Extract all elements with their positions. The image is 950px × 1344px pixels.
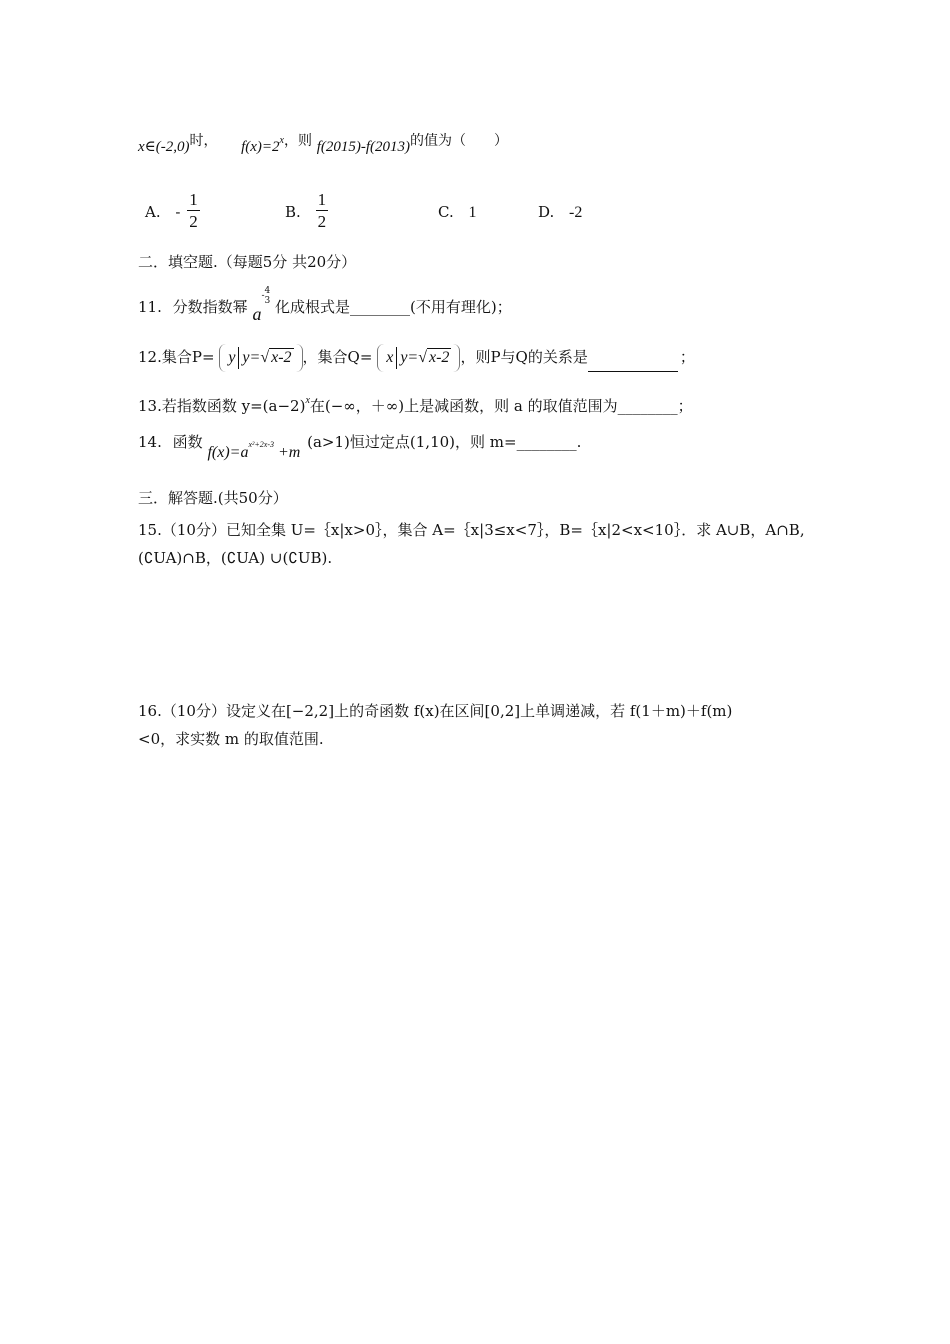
q14-function: $f(x)=a^{x^2+2x-3} +m$ — [207, 440, 301, 461]
option-a[interactable] — [145, 190, 202, 233]
option-d[interactable] — [538, 202, 582, 223]
option-b-label: B. — [285, 202, 301, 221]
q10-domain: x∈(-2,0) — [138, 139, 190, 155]
q11-number: 11. — [138, 298, 162, 316]
q11-prefix: 分数指数幂 — [172, 298, 248, 316]
q12-end: ； — [679, 348, 695, 366]
question-12 — [138, 344, 695, 372]
q10-exponent: x — [279, 135, 284, 146]
q12-suffix: ，则P与Q的关系是 — [460, 348, 588, 366]
question-14 — [138, 432, 582, 461]
q12-answer-blank[interactable] — [588, 355, 678, 372]
option-c-label: C. — [438, 203, 454, 221]
question-16-line-2: <0，求实数 m 的取值范围. — [138, 730, 324, 748]
question-16-line-1: 16.（10分）设定义在[−2,2]上的奇函数 f(x)在区间[0,2]上单调递减，若 f(1＋m)＋f(m) — [138, 702, 733, 720]
q12-set-p-label: 集合P= — [161, 348, 215, 366]
q14-number: 14. — [138, 433, 162, 451]
section-2-heading: 二．填空题.（每题5分 共20分） — [138, 253, 357, 271]
section-3-heading: 三．解答题.(共50分） — [138, 489, 288, 507]
option-a-sign: - — [175, 202, 181, 221]
q11-base: a — [252, 304, 262, 324]
q10-stem — [138, 133, 509, 159]
q11-suffix: 化成根式是________(不用有理化)； — [275, 298, 512, 316]
option-a-fraction: $\frac{1}{2}$ — [189, 190, 198, 231]
question-11 — [138, 286, 512, 324]
q10-when: 时， — [189, 133, 218, 149]
question-15-line-2: (∁UA)∩B，(∁UA) ∪(∁UB). — [138, 549, 333, 567]
question-15-line-1: 15.（10分）已知全集 U=｛x|x>0｝，集合 A=｛x|3≤x<7｝，B=｛x|2<x<10｝．求 A∪B，A∩B, — [138, 521, 805, 539]
option-b[interactable] — [285, 190, 330, 233]
option-c-value: 1 — [468, 204, 477, 221]
q12-number: 12. — [138, 348, 162, 366]
q10-expression: f(2015)-f(2013) — [316, 139, 411, 155]
option-a-label: A. — [145, 202, 161, 221]
question-13 — [138, 396, 693, 419]
q11-exponent: - 4 3 — [261, 286, 271, 306]
q13-text: 13.若指数函数 y=(a−2) — [138, 397, 306, 415]
option-b-fraction: $\frac{1}{2}$ — [317, 190, 327, 231]
option-d-value: -2 — [569, 204, 583, 221]
option-c[interactable] — [438, 202, 477, 223]
q12-set-p: y y=√ x-2 — [219, 344, 302, 372]
q13-rest: 在(−∞，＋∞)上是减函数，则 a 的取值范围为________； — [309, 397, 693, 415]
q10-value-is: 的值为（ ） — [410, 133, 509, 149]
q12-set-q: x y=√ x-2 — [377, 344, 460, 372]
q13-exponent: x — [305, 395, 310, 406]
q10-then: ，则 — [283, 133, 312, 149]
q10-function: f(x)=2 — [241, 139, 280, 155]
q14-prefix: 函数 — [172, 433, 203, 451]
q12-set-q-label: ，集合Q= — [302, 348, 373, 366]
option-d-label: D. — [538, 203, 555, 221]
q14-suffix: (a>1)恒过定点(1,10)，则 m=________. — [307, 433, 582, 451]
